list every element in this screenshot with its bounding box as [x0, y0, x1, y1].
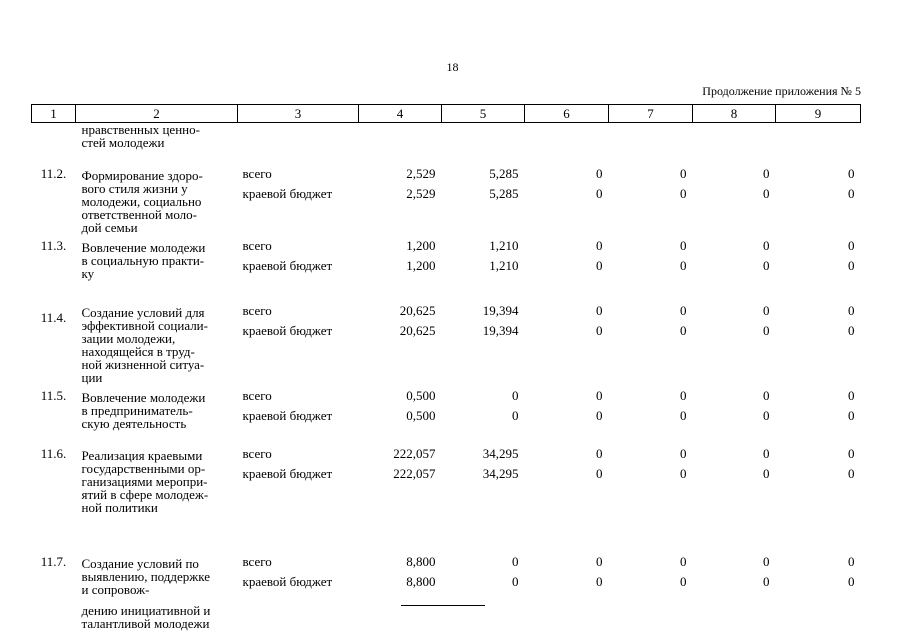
table-row — [32, 292, 861, 384]
value-cell — [525, 292, 609, 384]
value-cell — [693, 162, 776, 234]
value: 0 — [596, 465, 603, 481]
row-title — [76, 384, 238, 442]
table-row — [32, 162, 861, 234]
value: 0 — [763, 257, 770, 273]
funding-label: краевой бюджет — [242, 465, 333, 481]
value: 0 — [848, 387, 855, 403]
table-row — [32, 442, 861, 532]
value-cell — [609, 384, 693, 442]
title-line: ной политики — [81, 499, 158, 515]
value: 1,200 — [406, 257, 436, 273]
title-line: ции — [81, 369, 103, 385]
value: 0 — [512, 407, 519, 423]
row-title — [76, 162, 238, 234]
row-number-text: 11.7. — [40, 553, 67, 569]
value: 0 — [848, 237, 855, 253]
value-cell — [609, 532, 693, 630]
value-cell — [776, 442, 861, 532]
row-number — [32, 384, 76, 442]
title-line: ку — [81, 265, 95, 281]
value: 0 — [596, 322, 603, 338]
value: 0 — [596, 302, 603, 318]
funding-label: краевой бюджет — [242, 257, 333, 273]
value: 20,625 — [399, 302, 436, 318]
value: 34,295 — [482, 445, 519, 461]
value: 0 — [680, 407, 687, 423]
title-line: ответственной моло- — [81, 206, 197, 222]
value-cell — [776, 234, 861, 292]
value-cell — [525, 442, 609, 532]
value: 5,285 — [489, 165, 519, 181]
value: 0 — [680, 387, 687, 403]
value-cell — [525, 532, 609, 630]
funding-label: краевой бюджет — [242, 322, 333, 338]
title-line: талантливой молодежи — [81, 615, 210, 631]
value: 8,800 — [406, 573, 436, 589]
row-title — [76, 292, 238, 384]
funding-source — [238, 292, 359, 384]
value-cell — [442, 384, 525, 442]
value: 0 — [596, 185, 603, 201]
row-number — [32, 442, 76, 532]
value-cell — [776, 532, 861, 630]
row-number — [32, 532, 76, 630]
title-line: ной жизненной ситуа- — [81, 356, 205, 372]
page-number: 18 — [446, 60, 459, 74]
value: 19,394 — [482, 322, 519, 338]
title-line: дению инициативной и — [81, 602, 211, 618]
column-header: 2 — [76, 105, 238, 123]
column-header: 8 — [693, 105, 776, 123]
value: 0 — [848, 445, 855, 461]
value: 2,529 — [406, 185, 436, 201]
table-row — [32, 384, 861, 442]
row-number — [32, 162, 76, 234]
value: 1,210 — [489, 237, 519, 253]
value: 0 — [763, 445, 770, 461]
value: 0 — [763, 573, 770, 589]
value: 2,529 — [406, 165, 436, 181]
value-cell — [442, 162, 525, 234]
title-line: нравственных ценно- — [81, 122, 200, 137]
row-title — [76, 532, 238, 630]
value-cell — [442, 532, 525, 630]
table-row — [32, 234, 861, 292]
column-header: 1 — [32, 105, 76, 123]
value: 0 — [680, 573, 687, 589]
column-header: 9 — [776, 105, 861, 123]
row-number-text: 11.6. — [40, 445, 67, 461]
title-line: и сопровож- — [81, 581, 150, 597]
title-line: эффективной социали- — [81, 317, 208, 333]
value-cell — [693, 384, 776, 442]
row-number-text: 11.5. — [40, 387, 67, 403]
value: 0 — [848, 185, 855, 201]
value-cell — [359, 234, 442, 292]
value-cell — [609, 162, 693, 234]
footer-rule — [401, 605, 485, 606]
row-number-text: 11.2. — [40, 165, 67, 181]
carry-over-text — [76, 123, 238, 162]
value: 0 — [763, 387, 770, 403]
title-line: вого стиля жизни у — [81, 180, 188, 196]
title-line: скую деятельность — [81, 415, 187, 431]
value-cell — [525, 162, 609, 234]
value: 0 — [763, 165, 770, 181]
funding-label: краевой бюджет — [242, 185, 333, 201]
value-cell — [359, 162, 442, 234]
title-line: Вовлечение молодежи — [81, 389, 206, 405]
value-cell — [609, 292, 693, 384]
funding-label: краевой бюджет — [242, 407, 333, 423]
title-line: дой семьи — [81, 219, 138, 235]
value: 0 — [680, 322, 687, 338]
value: 0 — [596, 387, 603, 403]
value: 0 — [763, 407, 770, 423]
value-cell — [609, 234, 693, 292]
title-line: Формирование здоро- — [81, 167, 203, 183]
title-line: стей молодежи — [81, 135, 165, 150]
column-header: 4 — [359, 105, 442, 123]
value: 0 — [596, 573, 603, 589]
value-cell — [442, 234, 525, 292]
row-number-text: 11.4. — [40, 309, 67, 325]
funding-source — [238, 234, 359, 292]
value-cell — [693, 532, 776, 630]
title-line: выявлению, поддержке — [81, 568, 211, 584]
funding-label: всего — [242, 445, 272, 461]
value-cell — [693, 292, 776, 384]
value: 0 — [680, 185, 687, 201]
value: 0 — [848, 553, 855, 569]
continuation-label: Продолжение приложения № 5 — [702, 84, 861, 98]
value-cell — [776, 292, 861, 384]
value: 0 — [763, 185, 770, 201]
value: 0 — [596, 237, 603, 253]
value: 0 — [680, 257, 687, 273]
funding-label: краевой бюджет — [242, 573, 333, 589]
value: 0 — [596, 553, 603, 569]
value: 1,210 — [489, 257, 519, 273]
row-number — [32, 234, 76, 292]
value: 5,285 — [489, 185, 519, 201]
funding-label: всего — [242, 387, 272, 403]
title-line: Реализация краевыми — [81, 447, 203, 463]
title-line: Вовлечение молодежи — [81, 239, 206, 255]
row-number — [32, 292, 76, 384]
title-line: находящейся в труд- — [81, 343, 195, 359]
value: 0 — [680, 302, 687, 318]
funding-source — [238, 532, 359, 630]
value-cell — [442, 292, 525, 384]
row-number-text: 11.3. — [40, 237, 67, 253]
value: 19,394 — [482, 302, 519, 318]
title-line: в социальную практи- — [81, 252, 205, 268]
value: 0 — [763, 322, 770, 338]
value: 0 — [596, 445, 603, 461]
value: 34,295 — [482, 465, 519, 481]
value: 0 — [763, 465, 770, 481]
column-header: 7 — [609, 105, 693, 123]
title-line: зации молодежи, — [81, 330, 176, 346]
value-cell — [693, 442, 776, 532]
funding-label: всего — [242, 165, 272, 181]
value: 0 — [680, 465, 687, 481]
budget-table — [31, 104, 861, 630]
funding-source — [238, 384, 359, 442]
value-cell — [525, 384, 609, 442]
value: 0 — [680, 445, 687, 461]
funding-label: всего — [242, 237, 272, 253]
value: 0 — [596, 257, 603, 273]
row-title — [76, 442, 238, 532]
title-line: молодежи, социально — [81, 193, 202, 209]
value: 0 — [512, 573, 519, 589]
value-cell — [776, 384, 861, 442]
value-cell — [359, 532, 442, 630]
title-line: Создание условий для — [81, 304, 205, 320]
value: 0 — [848, 302, 855, 318]
title-line: в предприниматель- — [81, 402, 193, 418]
value: 0 — [596, 407, 603, 423]
column-header: 6 — [525, 105, 609, 123]
value-cell — [609, 442, 693, 532]
funding-source — [238, 162, 359, 234]
value: 0 — [680, 553, 687, 569]
value: 0 — [763, 237, 770, 253]
table-row-carry-over — [32, 123, 861, 162]
value: 0 — [848, 407, 855, 423]
value: 0 — [680, 165, 687, 181]
value: 8,800 — [406, 553, 436, 569]
funding-source — [238, 442, 359, 532]
value-cell — [776, 162, 861, 234]
funding-label: всего — [242, 302, 272, 318]
value-cell — [525, 234, 609, 292]
value: 0 — [848, 465, 855, 481]
value-cell — [359, 442, 442, 532]
column-header: 5 — [442, 105, 525, 123]
value: 0 — [596, 165, 603, 181]
value: 1,200 — [406, 237, 436, 253]
row-title — [76, 234, 238, 292]
value: 0,500 — [406, 407, 436, 423]
value-cell — [693, 234, 776, 292]
funding-label: всего — [242, 553, 272, 569]
column-number-row — [32, 105, 861, 123]
value: 0 — [512, 553, 519, 569]
value-cell — [359, 292, 442, 384]
value: 0 — [763, 302, 770, 318]
value-cell — [442, 442, 525, 532]
value: 0 — [848, 573, 855, 589]
value: 0 — [848, 257, 855, 273]
value-cell — [359, 384, 442, 442]
title-line: ятий в сфере молодеж- — [81, 486, 209, 502]
value: 0 — [512, 387, 519, 403]
value: 0 — [848, 165, 855, 181]
value: 0 — [848, 322, 855, 338]
value: 0 — [763, 553, 770, 569]
value: 0 — [680, 237, 687, 253]
title-line: Создание условий по — [81, 555, 199, 571]
value: 222,057 — [393, 445, 436, 461]
title-line: ганизациями меропри- — [81, 473, 208, 489]
value: 0,500 — [406, 387, 436, 403]
value: 20,625 — [399, 322, 436, 338]
value: 222,057 — [393, 465, 436, 481]
table-row — [32, 532, 861, 630]
column-header: 3 — [238, 105, 359, 123]
title-line: государственными ор- — [81, 460, 206, 476]
